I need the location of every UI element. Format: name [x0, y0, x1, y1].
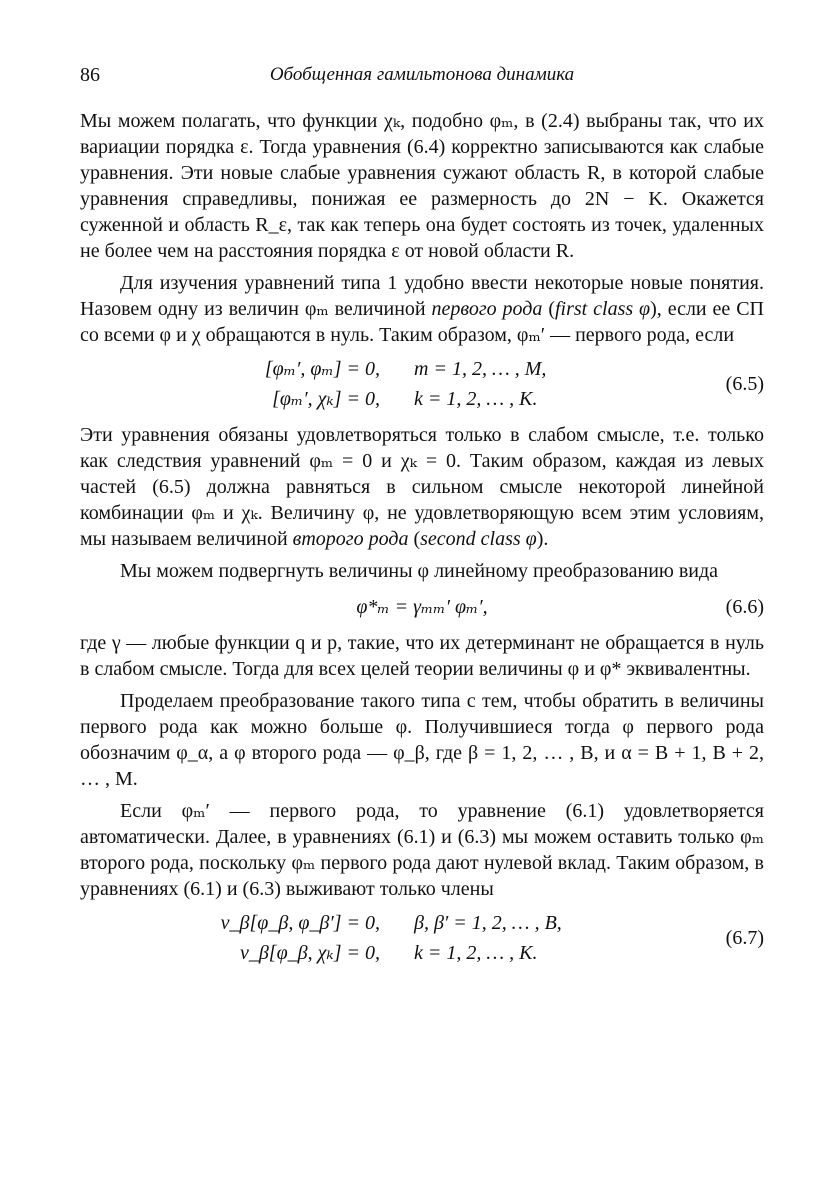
- equation-6-7-line-1-rhs: β, β′ = 1, 2, … , B,: [414, 912, 562, 934]
- paragraph-7: Если φₘ′ — первого рода, то уравнение (6.1) удовлетворяется автоматически. Далее, в уравнениях (6.1) и (6.3) мы можем оставить только φₘ второго рода, поскольку φₘ первого рода дают нулевой вклад. Таким образом, в уравнениях (6.1) и (6.3) выживают только члены: [80, 800, 764, 900]
- equation-6-7-line-1: [80, 908, 764, 938]
- paragraph-1: Мы можем полагать, что функции χₖ, подобно φₘ, в (2.4) выбраны так, что их вариации порядка ε. Тогда уравнения (6.4) корректно записываются как слабые уравнения. Эти новые слабые уравнения сужают область R, в которой слабые уравнения справедливы, понижая ее размерность до 2N − K. Окажется суженной и область R_ε, так как теперь она будет состоять из точек, удаленных не более чем на расстояния порядка ε от новой области R.: [80, 110, 764, 262]
- equation-number-6-6: (6.6): [725, 596, 764, 618]
- paragraph-4: Мы можем подвергнуть величины φ линейному преобразованию вида: [120, 560, 719, 582]
- equation-6-5: [80, 354, 764, 414]
- equation-6-5-line-2-rhs: k = 1, 2, … , K.: [414, 388, 538, 410]
- paragraph-2-text-a: Для изучения уравнений типа 1 удобно ввести некоторые новые понятия. Назовем одну из величин φₘ величиной: [80, 272, 764, 320]
- paragraph-2-text-c: ), если ее СП со всеми φ и χ обращаются в нуль. Таким образом, φₘ′ — первого рода, если: [80, 298, 764, 346]
- equation-6-7-line-1-lhs: v_β[φ_β, φ_β′] = 0,: [220, 912, 380, 934]
- term-second-class-en: second class φ: [420, 528, 537, 550]
- term-second-class-ru: второго рода: [292, 528, 409, 550]
- equation-6-5-line-1: [80, 354, 764, 384]
- page-body: [80, 108, 764, 968]
- paragraph-5: где γ — любые функции q и p, такие, что их детерминант не обращается в нуль в слабом смысле. Тогда для всех целей теории величины φ и φ* эквивалентны.: [80, 632, 764, 680]
- equation-6-5-line-2-lhs: [φₘ′, χₖ] = 0,: [272, 388, 380, 410]
- page-header: [80, 64, 764, 94]
- paragraph-3: [80, 422, 764, 552]
- equation-6-5-line-1-lhs: [φₘ′, φₘ] = 0,: [264, 358, 380, 380]
- paragraph-2: [80, 270, 764, 348]
- equation-6-6-body: φ*ₘ = γₘₘ′ φₘ′,: [356, 596, 488, 618]
- paragraph-2-text-b: (: [542, 298, 555, 320]
- paragraph-3-text-b: (: [408, 528, 421, 550]
- page-number: 86: [80, 64, 100, 86]
- equation-6-5-line-1-rhs: m = 1, 2, … , M,: [414, 358, 547, 380]
- equation-6-5-line-2: [80, 384, 764, 414]
- term-first-class-en: first class φ: [555, 298, 651, 320]
- running-title: Обобщенная гамильтонова динамика: [269, 64, 575, 85]
- paragraph-3-text-a: Эти уравнения обязаны удовлетворяться только в слабом смысле, т.е. только как следствия уравнений φₘ = 0 и χₖ = 0. Таким образом, каждая из левых частей (6.5) должна равняться в сильном смысле некоторой линейной комбинации φₘ и χₖ. Величину φ, не удовлетворяющую всем этим условиям, мы называем величиной: [80, 424, 764, 550]
- equation-6-6-line: [80, 592, 764, 622]
- equation-6-7-line-2: [80, 938, 764, 968]
- paragraph-3-text-c: ).: [536, 528, 549, 550]
- equation-number-6-7: (6.7): [725, 927, 764, 949]
- paragraph-6: Проделаем преобразование такого типа с тем, чтобы обратить в величины первого рода как можно больше φ. Получившиеся тогда φ первого рода обозначим φ_α, а φ второго рода — φ_β, где β = 1, 2, … , B, и α = B + 1, B + 2, … , M.: [80, 690, 764, 790]
- equation-number-6-5: (6.5): [725, 373, 764, 395]
- equation-6-6: [80, 592, 764, 622]
- term-first-class-ru: первого рода: [431, 298, 543, 320]
- equation-6-7: [80, 908, 764, 968]
- equation-6-7-line-2-lhs: v_β[φ_β, χₖ] = 0,: [239, 942, 380, 964]
- equation-6-7-line-2-rhs: k = 1, 2, … , K.: [414, 942, 538, 964]
